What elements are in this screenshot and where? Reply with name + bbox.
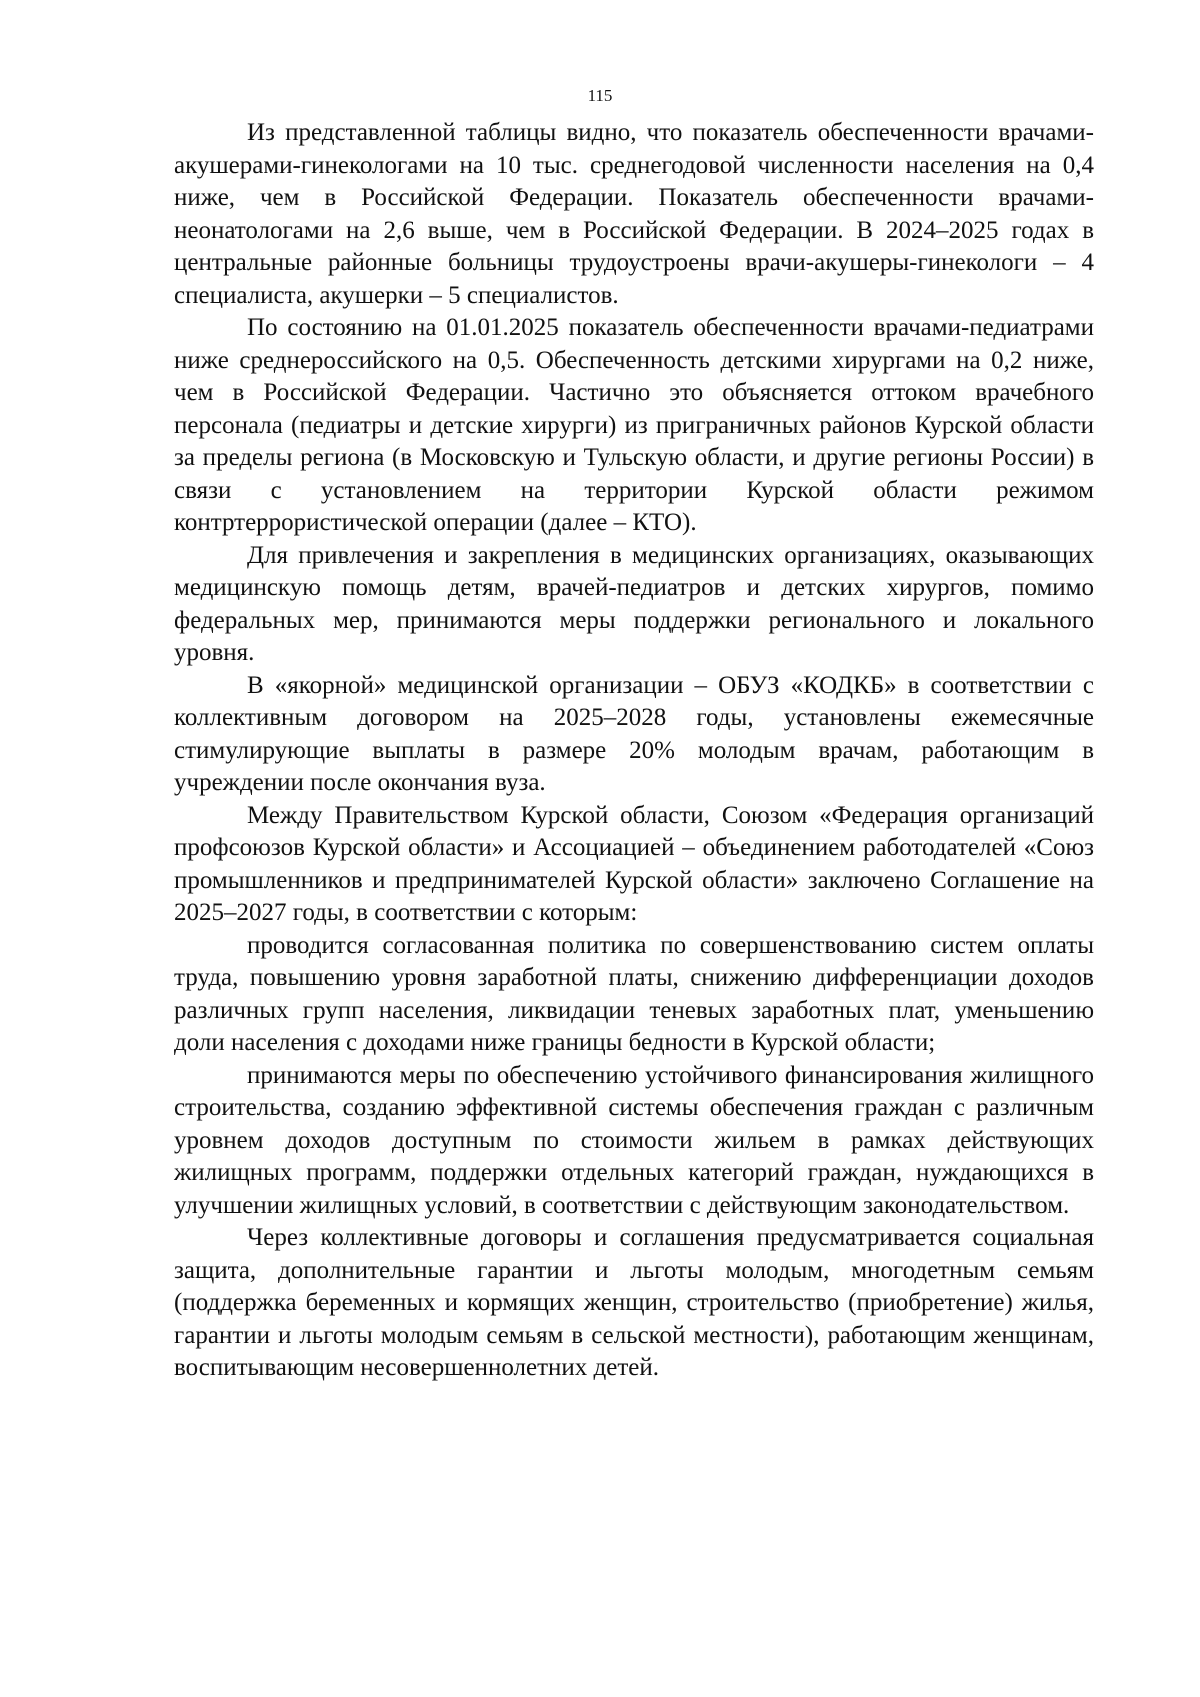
paragraph-social-guarantees: Через коллективные договоры и соглашения предусматривается социальная защита, дополнительные гарантии и льготы молодым, многодетным семьям (поддержка беременных и кормящих женщин, строительство (приобретение) жилья, гарантии и льготы молодым семьям в сельской местности), работающим женщинам, воспитывающим несовершеннолетних детей. [174, 1224, 1094, 1381]
document-body [174, 117, 1094, 1385]
paragraph-housing-measures: принимаются меры по обеспечению устойчивого финансирования жилищного строительства, созданию эффективной системы обеспечения граждан с различным уровнем доходов доступным по стоимости жильем в рамках действующих жилищных программ, поддержки отдельных категорий граждан, нуждающихся в улучшении жилищных условий, в соответствии с действующим законодательством. [174, 1061, 1094, 1219]
page-number: 115 [587, 86, 613, 105]
paragraph-support-measures: Для привлечения и закрепления в медицинских организациях, оказывающих медицинскую помощь детям, врачей-педиатров и детских хирургов, помимо федеральных мер, принимаются меры поддержки регионального и локального уровня. [174, 541, 1094, 666]
paragraph-obstetric-staffing: Из представленной таблицы видно, что показатель обеспеченности врачами-акушерами-гинекологами на 10 тыс. среднегодовой численности населения на 0,4 ниже, чем в Российской Федерации. Показатель обеспеченности врачами-неонатологами на 2,6 выше, чем в Российской Федерации. В 2024–2025 годах в центральные районные больницы трудоустроены врачи-акушеры-гинекологи – 4 специалиста, акушерки – 5 специалистов. [174, 119, 1094, 309]
paragraph-anchor-organization: В «якорной» медицинской организации – ОБУЗ «КОДКБ» в соответствии с коллективным договором на 2025–2028 годы, установлены ежемесячные стимулирующие выплаты в размере 20% молодым врачам, работающим в учреждении после окончания вуза. [174, 671, 1094, 796]
paragraph-agreement: Между Правительством Курской области, Союзом «Федерация организаций профсоюзов Курской области» и Ассоциацией – объединением работодателей «Союз промышленников и предпринимателей Курской области» заключено Соглашение на 2025–2027 годы, в соответствии с которым: [174, 801, 1094, 926]
paragraph-pediatric-staffing: По состоянию на 01.01.2025 показатель обеспеченности врачами-педиатрами ниже среднероссийского на 0,5. Обеспеченность детскими хирургами на 0,2 ниже, чем в Российской Федерации. Частично это объясняется оттоком врачебного персонала (педиатры и детские хирурги) из приграничных районов Курской области за пределы региона (в Московскую и Тульскую области, и другие регионы России) в связи с установлением на территории Курской области режимом контртеррористической операции (далее – КТО). [174, 314, 1094, 536]
paragraph-wage-policy: проводится согласованная политика по совершенствованию систем оплаты труда, повышению уровня заработной платы, снижению дифференциации доходов различных групп населения, ликвидации теневых заработных плат, уменьшению доли населения с доходами ниже границы бедности в Курской области; [174, 931, 1094, 1056]
